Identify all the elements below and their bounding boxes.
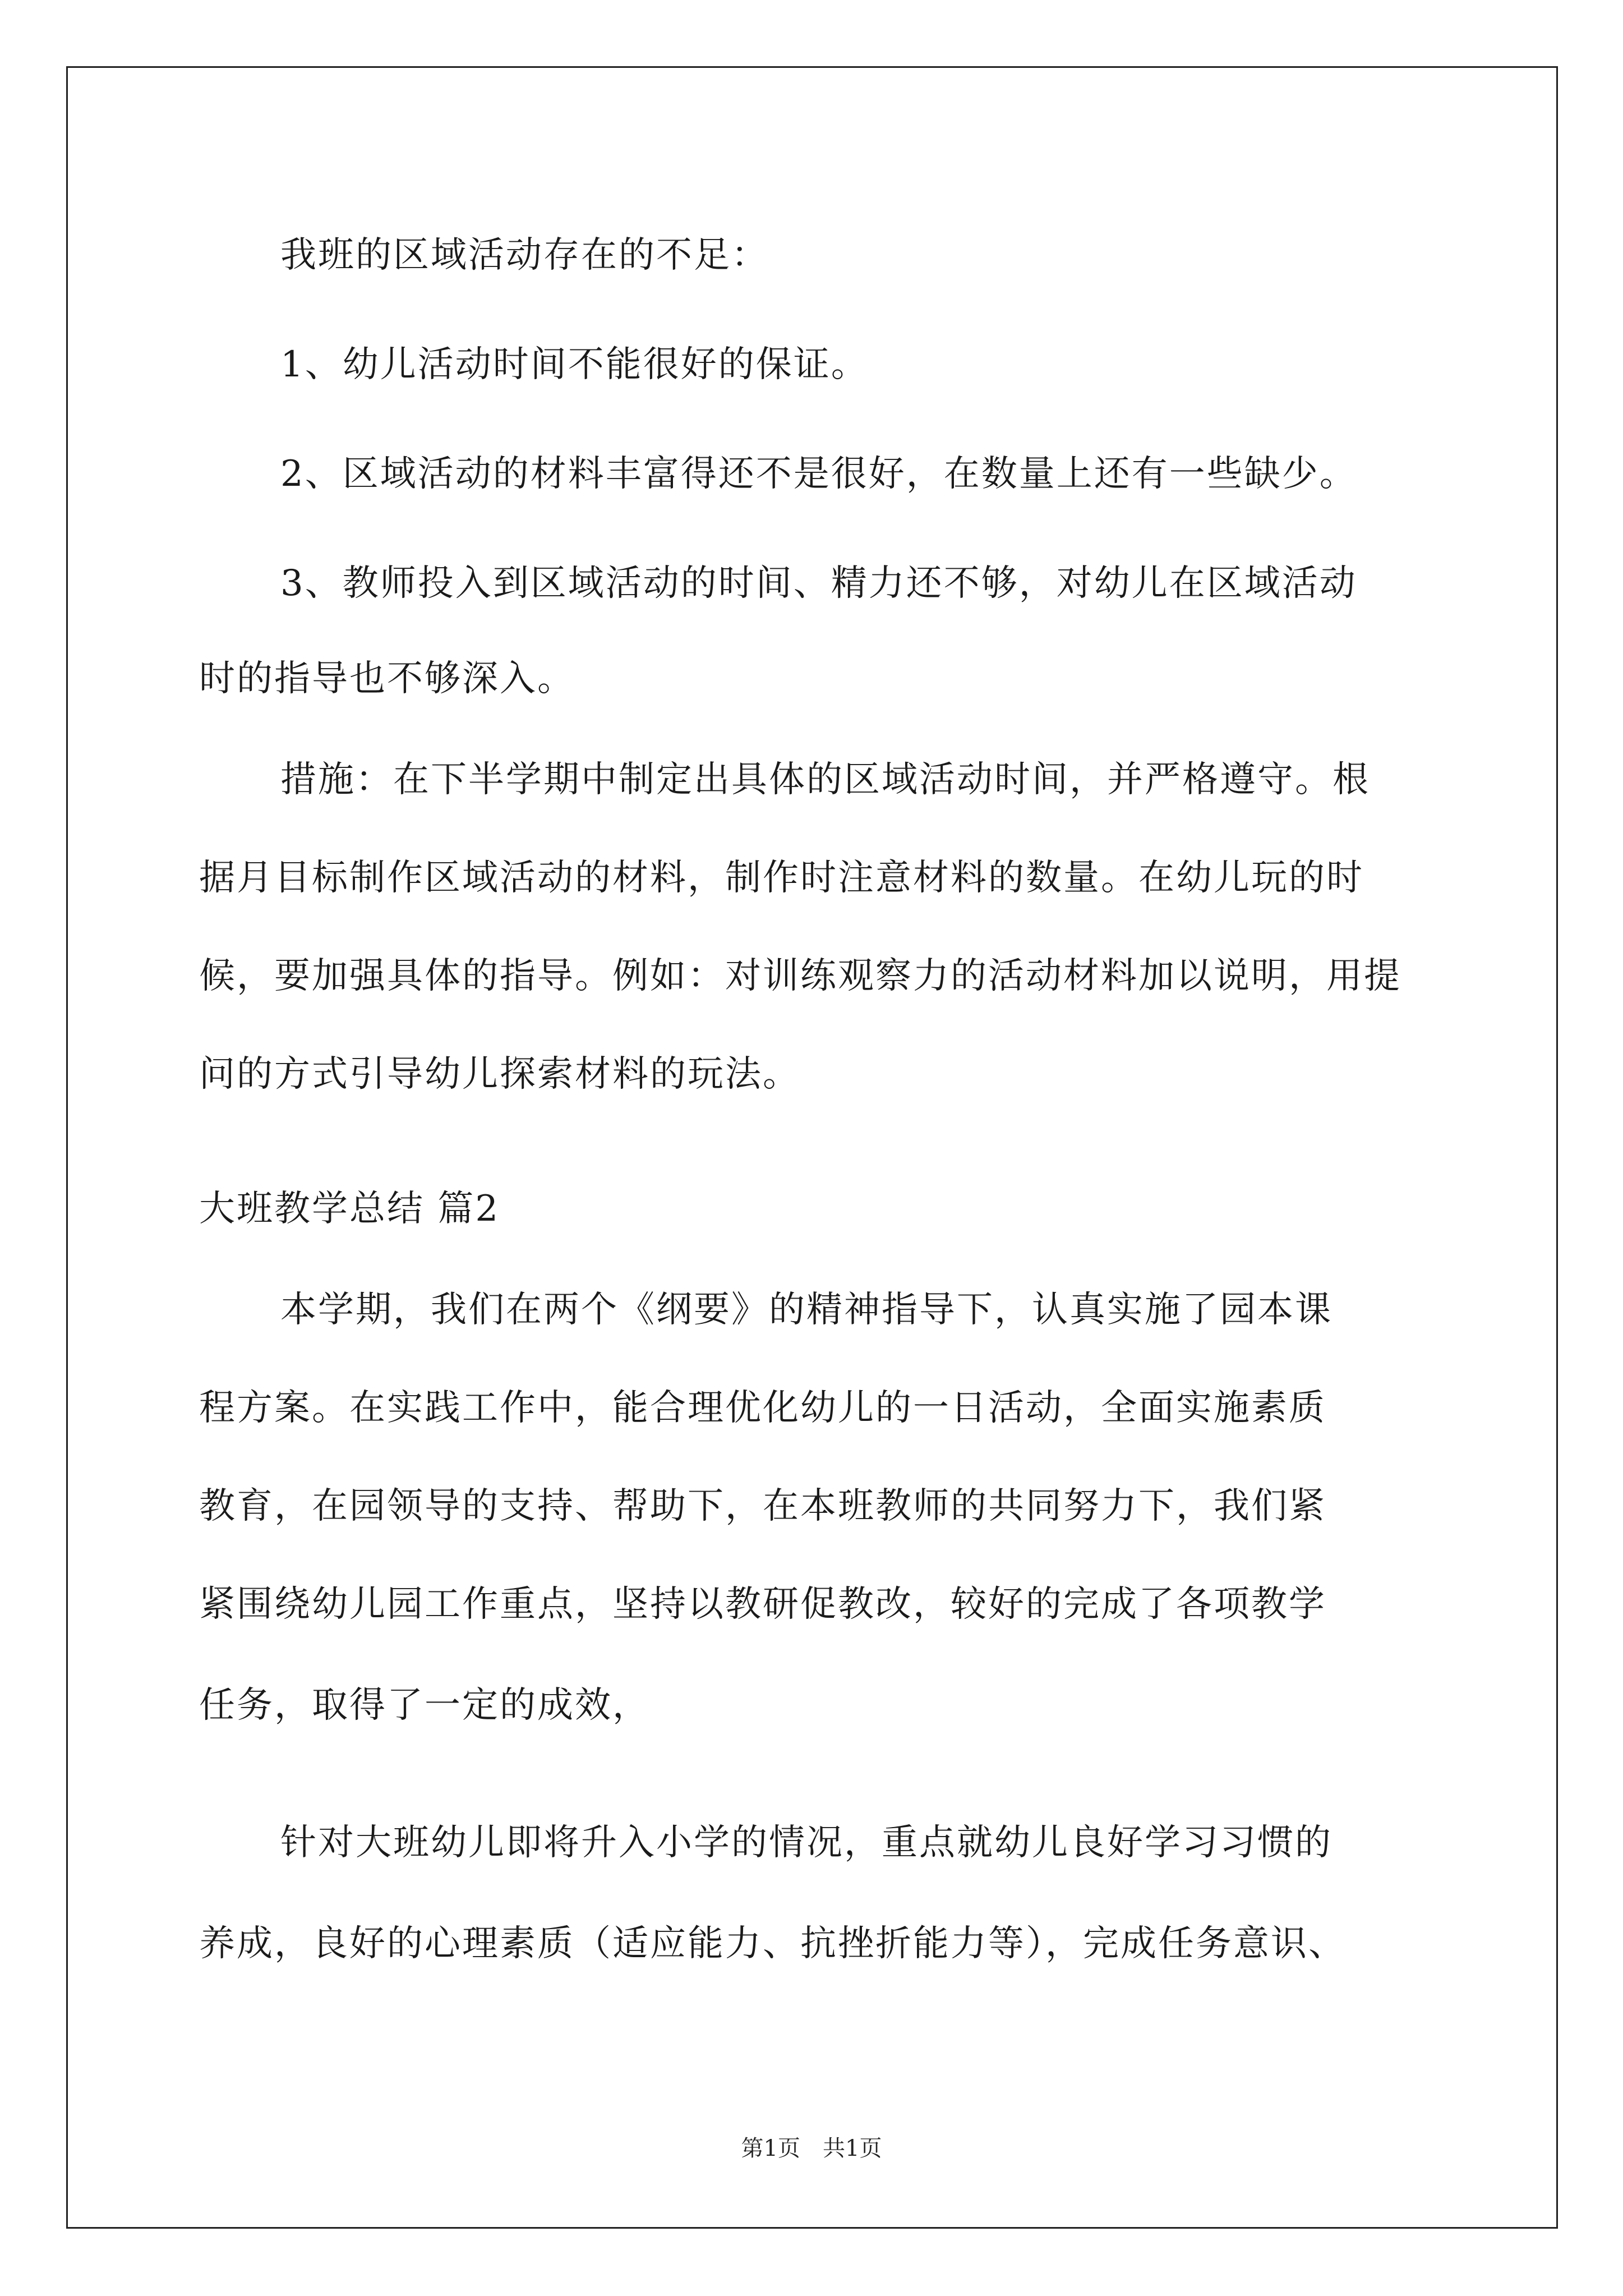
paragraph-line: 紧围绕幼儿园工作重点，坚持以教研促教改，较好的完成了各项教学 [199, 1584, 1326, 1625]
paragraph-line: 1、幼儿活动时间不能很好的保证。 [280, 344, 869, 385]
page-number-total: 共1页 [823, 2136, 882, 2161]
page-border [66, 66, 1558, 2229]
page-footer [0, 2132, 1623, 2165]
paragraph-line: 我班的区域活动存在的不足： [280, 234, 769, 276]
paragraph-line: 程方案。在实践工作中，能合理优化幼儿的一日活动，全面实施素质 [199, 1387, 1326, 1429]
paragraph-line: 3、教师投入到区域活动的时间、精力还不够，对幼儿在区域活动 [280, 563, 1357, 604]
paragraph-line: 任务，取得了一定的成效， [199, 1685, 650, 1726]
paragraph-line: 教育，在园领导的支持、帮助下，在本班教师的共同努力下，我们紧 [199, 1485, 1326, 1527]
paragraph-line: 针对大班幼儿即将升入小学的情况，重点就幼儿良好学习习惯的 [280, 1822, 1332, 1864]
paragraph-line: 措施：在下半学期中制定出具体的区域活动时间，并严格遵守。根 [280, 759, 1370, 800]
paragraph-line: 据月目标制作区域活动的材料，制作时注意材料的数量。在幼儿玩的时 [199, 857, 1364, 899]
paragraph-line: 养成，良好的心理素质（适应能力、抗挫折能力等），完成任务意识、 [199, 1923, 1346, 1964]
paragraph-line: 候，要加强具体的指导。例如：对训练观察力的活动材料加以说明，用提 [199, 955, 1401, 997]
section-heading: 大班教学总结 篇2 [199, 1188, 500, 1230]
page-number-current: 第1页 [741, 2136, 800, 2161]
paragraph-line: 2、区域活动的材料丰富得还不是很好，在数量上还有一些缺少。 [280, 453, 1357, 495]
paragraph-line: 时的指导也不够深入。 [199, 658, 575, 700]
paragraph-line: 本学期，我们在两个《纲要》的精神指导下，认真实施了园本课 [280, 1289, 1332, 1331]
paragraph-line: 问的方式引导幼儿探索材料的玩法。 [199, 1053, 800, 1095]
